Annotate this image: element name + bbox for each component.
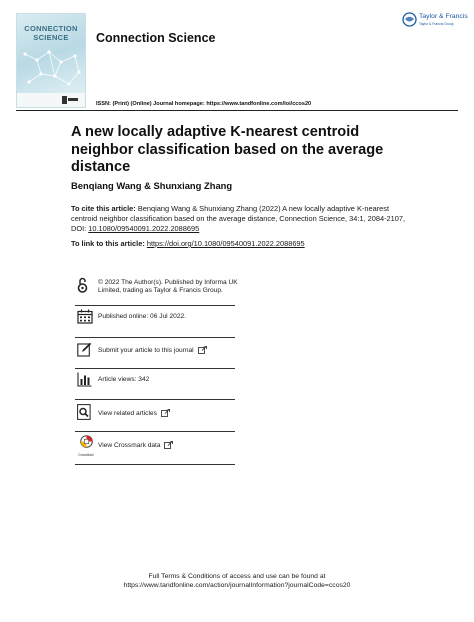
open-access-row bbox=[75, 274, 238, 306]
cover-title-line1: CONNECTION bbox=[24, 24, 78, 33]
cover-title-line2: SCIENCE bbox=[33, 33, 69, 42]
cover-publisher-logo-icon bbox=[62, 96, 78, 104]
related-articles-link[interactable] bbox=[98, 409, 170, 418]
cover-title bbox=[17, 24, 85, 42]
external-link-icon bbox=[164, 441, 173, 449]
submit-article-row[interactable] bbox=[75, 338, 235, 369]
submit-article-link[interactable] bbox=[98, 346, 207, 355]
article-link-line bbox=[71, 239, 305, 248]
external-link-icon bbox=[198, 346, 207, 354]
article-views-row bbox=[75, 369, 235, 400]
citation-text: Benqiang Wang & Shunxiang Zhang (2022) A new locally adaptive K-nearest centroid neighbor classification based on the average distance, Connection Science, 34:1, 2084-2107, DOI: bbox=[71, 204, 406, 234]
publisher-logo[interactable] bbox=[402, 12, 468, 30]
journal-cover-image bbox=[16, 13, 86, 108]
article-authors: Benqiang Wang & Shunxiang Zhang bbox=[71, 180, 233, 191]
bar-chart-icon bbox=[77, 372, 92, 387]
related-articles-label: View related articles bbox=[98, 409, 157, 417]
crossmark-label: View Crossmark data bbox=[98, 441, 161, 449]
published-row bbox=[75, 306, 235, 338]
citation-block bbox=[71, 204, 406, 235]
crossmark-icon bbox=[80, 435, 93, 448]
citation-label: To cite this article: bbox=[71, 204, 136, 213]
issn-homepage-line[interactable]: ISSN: (Print) (Online) Journal homepage: https://www.tandfonline.com/loi/ccos20 bbox=[96, 101, 312, 107]
article-doi-url[interactable]: https://doi.org/10.1080/09540091.2022.2088695 bbox=[146, 239, 305, 248]
link-label: To link to this article: bbox=[71, 239, 145, 248]
footer-line1: Full Terms & Conditions of access and use can be found at bbox=[148, 573, 326, 580]
publisher-name: Taylor & Francis bbox=[419, 13, 468, 20]
crossmark-badge bbox=[77, 435, 95, 457]
citation-doi-link[interactable]: 10.1080/09540091.2022.2088695 bbox=[88, 224, 200, 234]
publisher-subline: Taylor & Francis Group bbox=[419, 22, 454, 26]
open-access-icon bbox=[77, 277, 88, 293]
published-date-text: Published online: 06 Jul 2022. bbox=[98, 313, 186, 320]
footer-terms-url[interactable]: https://www.tandfonline.com/action/journalInformation?journalCode=ccos20 bbox=[123, 581, 351, 589]
crossmark-row[interactable] bbox=[75, 432, 235, 465]
submit-article-label: Submit your article to this journal bbox=[98, 346, 194, 354]
related-articles-icon bbox=[77, 404, 91, 420]
calendar-icon bbox=[77, 309, 93, 324]
external-link-icon bbox=[161, 409, 170, 417]
article-title: A new locally adaptive K-nearest centroid neighbor classification based on the average distance bbox=[71, 124, 384, 175]
cover-network-graphic bbox=[21, 46, 83, 90]
crossmark-link[interactable] bbox=[98, 441, 173, 450]
crossmark-badge-label: CrossMark bbox=[78, 453, 94, 457]
copyright-text: © 2022 The Author(s). Published by Informa UK Limited, trading as Taylor & Francis Group. bbox=[98, 279, 238, 295]
publisher-globe-icon bbox=[402, 12, 417, 27]
edit-pencil-icon bbox=[77, 342, 92, 357]
footer-terms bbox=[0, 573, 474, 590]
header-divider bbox=[16, 110, 458, 111]
article-views-text: Article views: 342 bbox=[98, 376, 150, 383]
journal-name[interactable]: Connection Science bbox=[96, 31, 216, 45]
related-articles-row[interactable] bbox=[75, 400, 235, 432]
